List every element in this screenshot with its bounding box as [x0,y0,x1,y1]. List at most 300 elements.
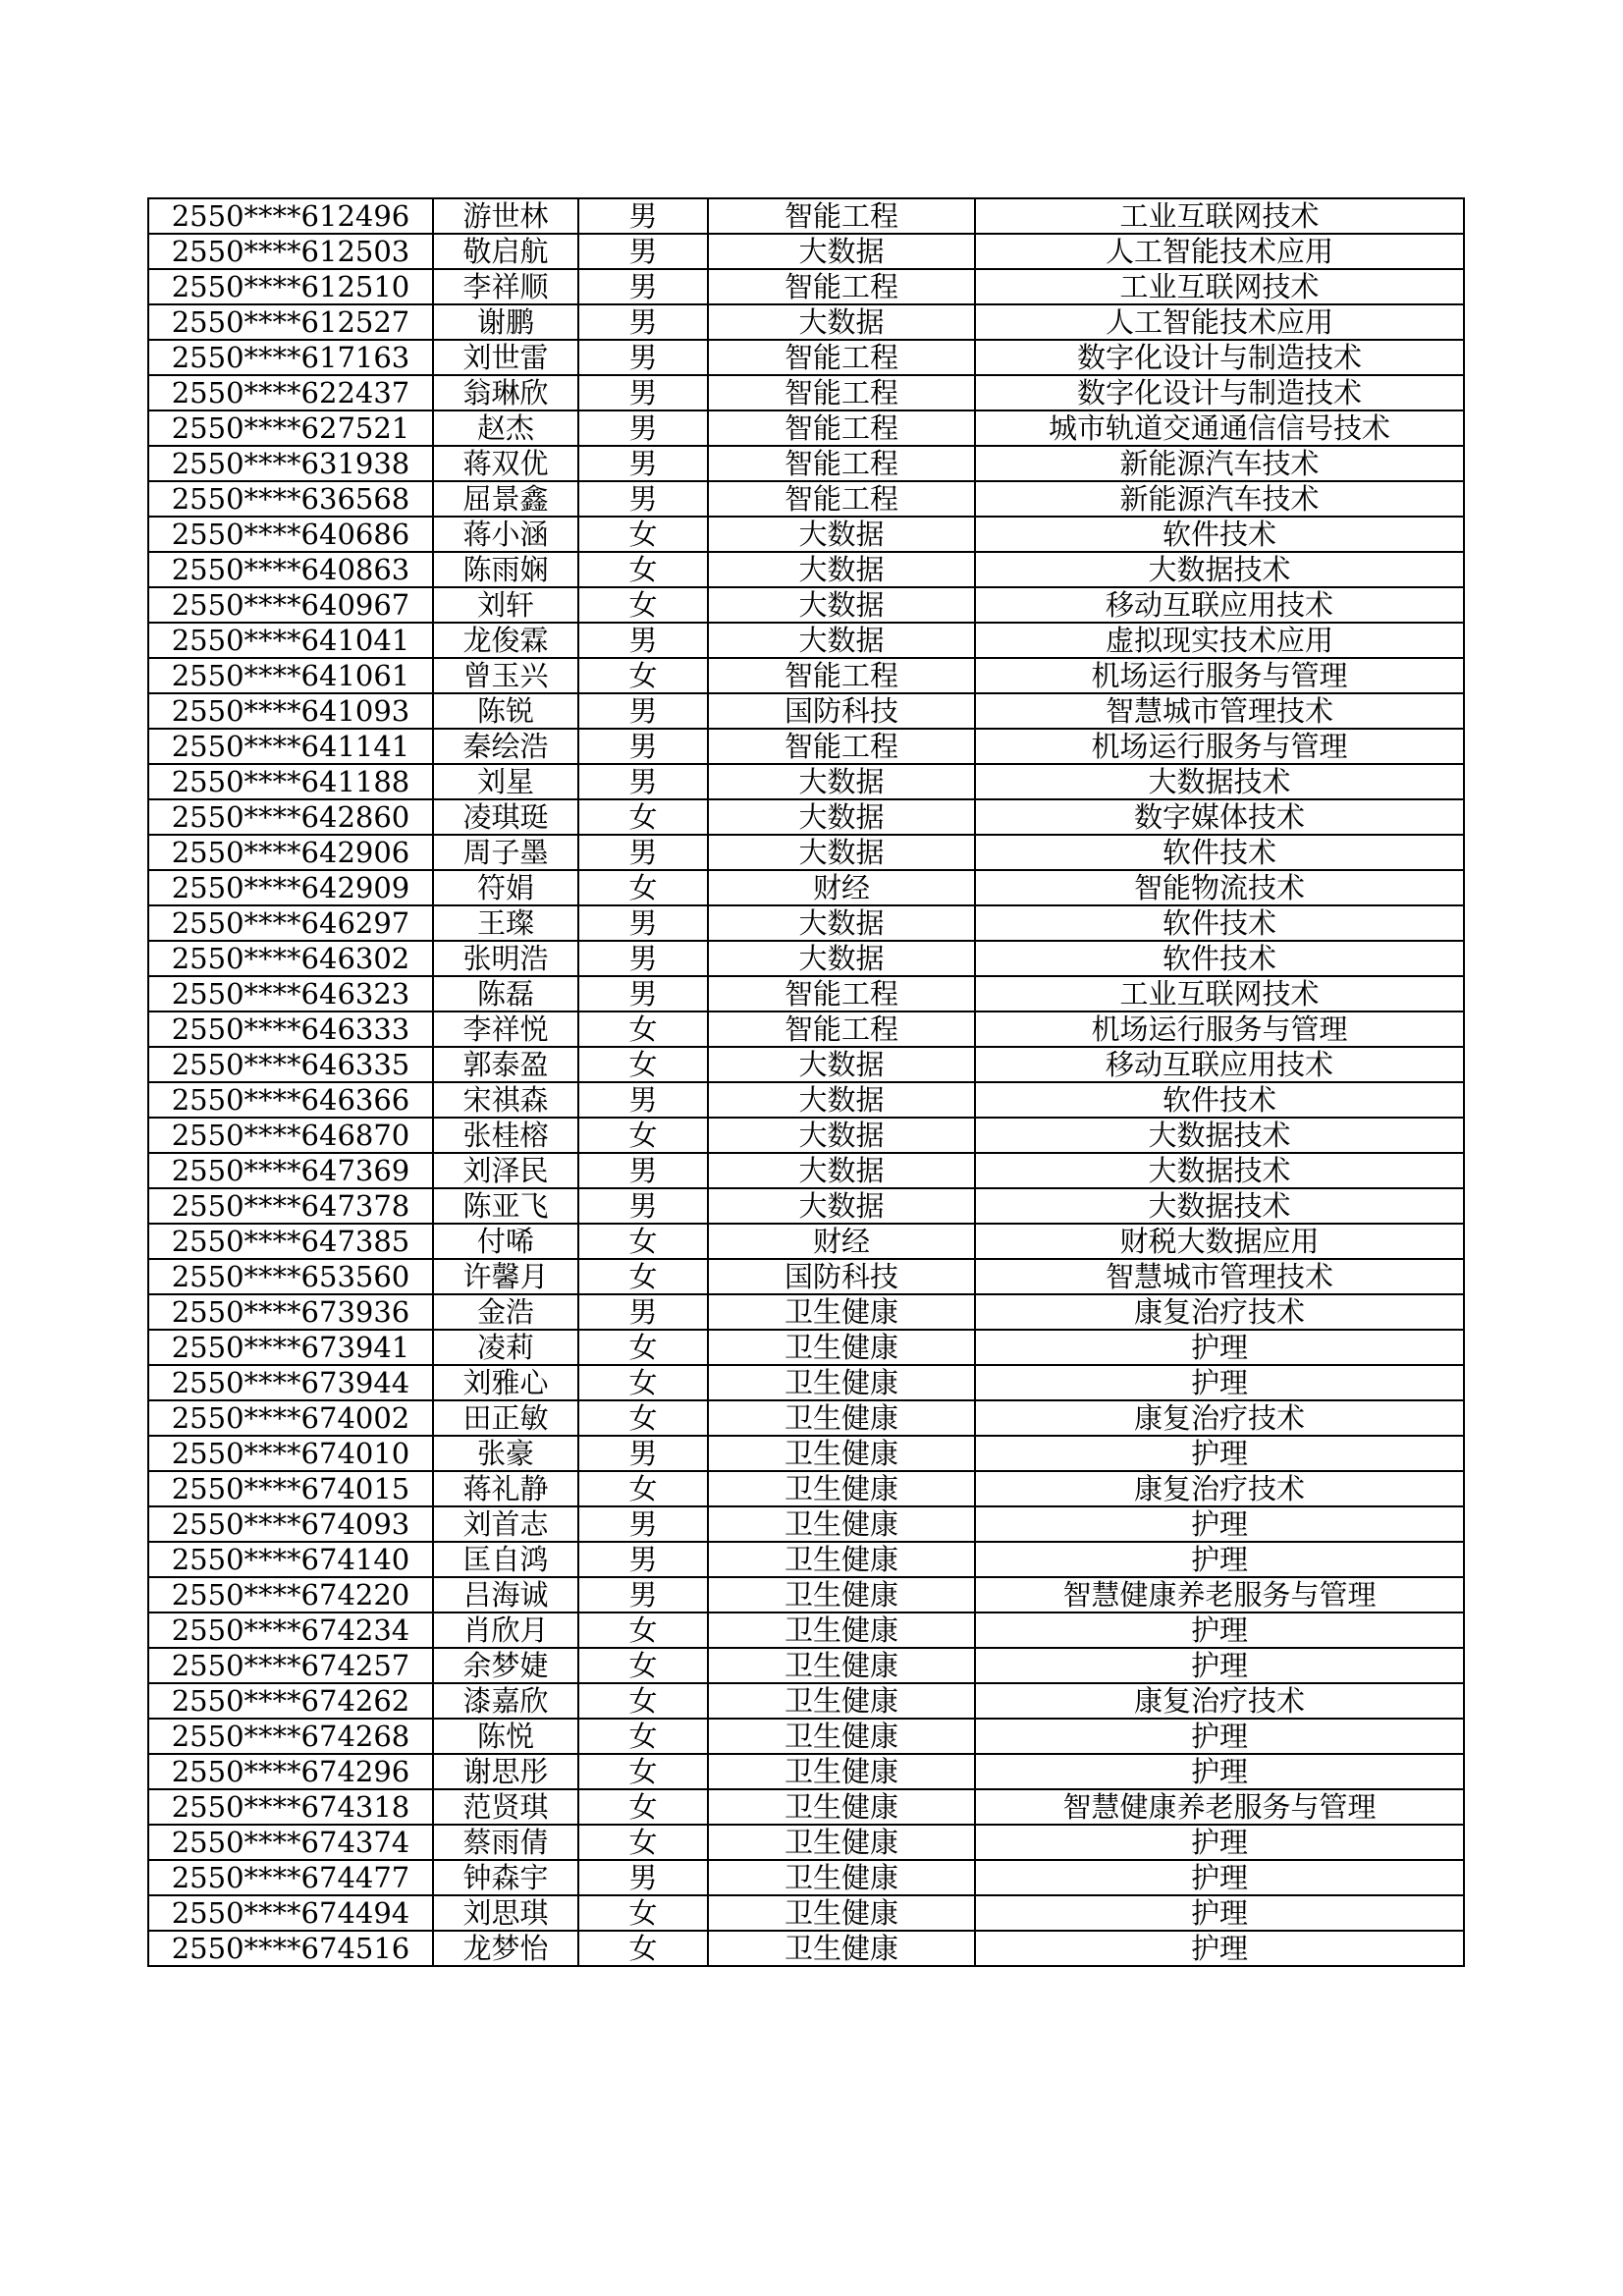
table-row [148,1860,1464,1895]
student-id-cell: 2550****641141 [148,729,433,764]
table-row [148,1224,1464,1259]
college-cell: 卫生健康 [708,1294,975,1330]
student-name-cell: 陈磊 [433,976,578,1011]
gender-cell: 女 [578,1648,708,1683]
student-id-cell: 2550****647378 [148,1188,433,1224]
major-cell: 机场运行服务与管理 [975,658,1464,693]
student-id-cell: 2550****646335 [148,1047,433,1082]
college-cell: 卫生健康 [708,1542,975,1577]
college-cell: 卫生健康 [708,1613,975,1648]
major-cell: 新能源汽车技术 [975,446,1464,481]
student-id-cell: 2550****674268 [148,1719,433,1754]
major-cell: 软件技术 [975,835,1464,870]
gender-cell: 男 [578,1506,708,1542]
student-id-cell: 2550****640863 [148,552,433,587]
table-row [148,1047,1464,1082]
student-id-cell: 2550****674140 [148,1542,433,1577]
major-cell: 智能物流技术 [975,870,1464,905]
student-name-cell: 刘世雷 [433,340,578,375]
gender-cell: 男 [578,410,708,446]
gender-cell: 女 [578,1259,708,1294]
college-cell: 智能工程 [708,340,975,375]
table-row [148,623,1464,658]
student-name-cell: 周子墨 [433,835,578,870]
gender-cell: 女 [578,1330,708,1365]
college-cell: 大数据 [708,304,975,340]
table-row [148,340,1464,375]
table-row [148,870,1464,905]
college-cell: 国防科技 [708,693,975,729]
student-name-cell: 钟森宇 [433,1860,578,1895]
gender-cell: 女 [578,1365,708,1400]
student-id-cell: 2550****640686 [148,517,433,552]
gender-cell: 女 [578,1683,708,1719]
major-cell: 康复治疗技术 [975,1471,1464,1506]
table-row [148,1648,1464,1683]
student-name-cell: 凌莉 [433,1330,578,1365]
student-name-cell: 陈悦 [433,1719,578,1754]
college-cell: 卫生健康 [708,1683,975,1719]
student-id-cell: 2550****674015 [148,1471,433,1506]
student-id-cell: 2550****627521 [148,410,433,446]
gender-cell: 男 [578,729,708,764]
student-id-cell: 2550****642860 [148,799,433,835]
table-row [148,1577,1464,1613]
student-name-cell: 漆嘉欣 [433,1683,578,1719]
student-id-cell: 2550****612510 [148,269,433,304]
major-cell: 护理 [975,1436,1464,1471]
gender-cell: 女 [578,658,708,693]
student-name-cell: 蔡雨倩 [433,1825,578,1860]
college-cell: 卫生健康 [708,1895,975,1931]
table-row [148,410,1464,446]
student-id-cell: 2550****673936 [148,1294,433,1330]
student-id-cell: 2550****617163 [148,340,433,375]
gender-cell: 女 [578,1047,708,1082]
student-id-cell: 2550****674374 [148,1825,433,1860]
table-row [148,446,1464,481]
table-row [148,1895,1464,1931]
major-cell: 数字媒体技术 [975,799,1464,835]
college-cell: 智能工程 [708,658,975,693]
college-cell: 卫生健康 [708,1436,975,1471]
student-id-cell: 2550****647385 [148,1224,433,1259]
college-cell: 智能工程 [708,729,975,764]
college-cell: 智能工程 [708,976,975,1011]
table-row [148,1542,1464,1577]
student-name-cell: 许馨月 [433,1259,578,1294]
college-cell: 大数据 [708,941,975,976]
table-row [148,658,1464,693]
student-id-cell: 2550****646333 [148,1011,433,1047]
major-cell: 智慧城市管理技术 [975,1259,1464,1294]
gender-cell: 女 [578,1719,708,1754]
college-cell: 大数据 [708,835,975,870]
college-cell: 大数据 [708,623,975,658]
student-name-cell: 李祥悦 [433,1011,578,1047]
college-cell: 大数据 [708,552,975,587]
major-cell: 护理 [975,1542,1464,1577]
gender-cell: 男 [578,446,708,481]
college-cell: 卫生健康 [708,1330,975,1365]
table-row [148,941,1464,976]
student-name-cell: 屈景鑫 [433,481,578,517]
college-cell: 卫生健康 [708,1825,975,1860]
college-cell: 卫生健康 [708,1754,975,1789]
college-cell: 智能工程 [708,269,975,304]
table-row [148,1754,1464,1789]
gender-cell: 男 [578,481,708,517]
college-cell: 大数据 [708,799,975,835]
gender-cell: 男 [578,1082,708,1118]
college-cell: 大数据 [708,764,975,799]
major-cell: 工业互联网技术 [975,269,1464,304]
college-cell: 大数据 [708,587,975,623]
student-id-cell: 2550****674093 [148,1506,433,1542]
student-name-cell: 张明浩 [433,941,578,976]
student-name-cell: 刘首志 [433,1506,578,1542]
table-row [148,1436,1464,1471]
major-cell: 大数据技术 [975,1188,1464,1224]
table-body [148,198,1464,1966]
gender-cell: 男 [578,304,708,340]
student-name-cell: 龙梦怡 [433,1931,578,1966]
table-row [148,1188,1464,1224]
student-id-cell: 2550****641061 [148,658,433,693]
table-row [148,1153,1464,1188]
student-table [147,197,1465,1967]
student-id-cell: 2550****674516 [148,1931,433,1966]
table-row [148,587,1464,623]
major-cell: 数字化设计与制造技术 [975,375,1464,410]
student-id-cell: 2550****673941 [148,1330,433,1365]
student-id-cell: 2550****653560 [148,1259,433,1294]
gender-cell: 男 [578,1294,708,1330]
major-cell: 软件技术 [975,517,1464,552]
gender-cell: 男 [578,1153,708,1188]
table-row [148,1082,1464,1118]
college-cell: 智能工程 [708,375,975,410]
college-cell: 卫生健康 [708,1506,975,1542]
major-cell: 人工智能技术应用 [975,234,1464,269]
student-name-cell: 符娟 [433,870,578,905]
student-name-cell: 吕海诚 [433,1577,578,1613]
student-name-cell: 刘泽民 [433,1153,578,1188]
table-row [148,799,1464,835]
table-row [148,1931,1464,1966]
table-row [148,1825,1464,1860]
student-id-cell: 2550****640967 [148,587,433,623]
gender-cell: 男 [578,835,708,870]
student-name-cell: 谢思彤 [433,1754,578,1789]
table-row [148,905,1464,941]
student-id-cell: 2550****674477 [148,1860,433,1895]
major-cell: 智慧城市管理技术 [975,693,1464,729]
table-row [148,234,1464,269]
gender-cell: 女 [578,1011,708,1047]
major-cell: 护理 [975,1330,1464,1365]
gender-cell: 女 [578,587,708,623]
student-name-cell: 秦绘浩 [433,729,578,764]
table-row [148,1400,1464,1436]
college-cell: 卫生健康 [708,1719,975,1754]
student-id-cell: 2550****674234 [148,1613,433,1648]
major-cell: 护理 [975,1719,1464,1754]
gender-cell: 男 [578,941,708,976]
gender-cell: 男 [578,693,708,729]
student-id-cell: 2550****612496 [148,198,433,234]
gender-cell: 男 [578,1188,708,1224]
student-id-cell: 2550****646870 [148,1118,433,1153]
student-name-cell: 刘轩 [433,587,578,623]
gender-cell: 女 [578,1754,708,1789]
gender-cell: 女 [578,1789,708,1825]
student-name-cell: 陈锐 [433,693,578,729]
gender-cell: 女 [578,1400,708,1436]
major-cell: 新能源汽车技术 [975,481,1464,517]
student-id-cell: 2550****641041 [148,623,433,658]
gender-cell: 男 [578,764,708,799]
student-name-cell: 蒋礼静 [433,1471,578,1506]
student-id-cell: 2550****641093 [148,693,433,729]
major-cell: 护理 [975,1365,1464,1400]
table-row [148,1613,1464,1648]
major-cell: 康复治疗技术 [975,1400,1464,1436]
gender-cell: 男 [578,269,708,304]
gender-cell: 男 [578,340,708,375]
student-name-cell: 王璨 [433,905,578,941]
gender-cell: 男 [578,375,708,410]
student-name-cell: 赵杰 [433,410,578,446]
gender-cell: 女 [578,1224,708,1259]
major-cell: 护理 [975,1648,1464,1683]
gender-cell: 男 [578,1542,708,1577]
student-name-cell: 陈雨娴 [433,552,578,587]
college-cell: 智能工程 [708,198,975,234]
student-name-cell: 敬启航 [433,234,578,269]
major-cell: 工业互联网技术 [975,976,1464,1011]
gender-cell: 男 [578,234,708,269]
gender-cell: 女 [578,1825,708,1860]
student-id-cell: 2550****646366 [148,1082,433,1118]
student-id-cell: 2550****622437 [148,375,433,410]
major-cell: 智慧健康养老服务与管理 [975,1789,1464,1825]
student-id-cell: 2550****646323 [148,976,433,1011]
student-name-cell: 蒋双优 [433,446,578,481]
student-name-cell: 张豪 [433,1436,578,1471]
major-cell: 大数据技术 [975,1118,1464,1153]
student-id-cell: 2550****674220 [148,1577,433,1613]
college-cell: 智能工程 [708,410,975,446]
student-id-cell: 2550****646297 [148,905,433,941]
student-name-cell: 刘星 [433,764,578,799]
college-cell: 大数据 [708,517,975,552]
college-cell: 大数据 [708,1153,975,1188]
gender-cell: 男 [578,1436,708,1471]
major-cell: 大数据技术 [975,764,1464,799]
table-row [148,481,1464,517]
college-cell: 卫生健康 [708,1577,975,1613]
college-cell: 卫生健康 [708,1365,975,1400]
student-name-cell: 翁琳欣 [433,375,578,410]
student-name-cell: 刘思琪 [433,1895,578,1931]
major-cell: 康复治疗技术 [975,1683,1464,1719]
major-cell: 护理 [975,1895,1464,1931]
major-cell: 工业互联网技术 [975,198,1464,234]
college-cell: 大数据 [708,234,975,269]
gender-cell: 男 [578,905,708,941]
college-cell: 大数据 [708,1082,975,1118]
major-cell: 智慧健康养老服务与管理 [975,1577,1464,1613]
student-id-cell: 2550****646302 [148,941,433,976]
student-name-cell: 田正敏 [433,1400,578,1436]
student-id-cell: 2550****674318 [148,1789,433,1825]
table-row [148,198,1464,234]
student-id-cell: 2550****641188 [148,764,433,799]
student-name-cell: 付唏 [433,1224,578,1259]
college-cell: 卫生健康 [708,1648,975,1683]
student-name-cell: 龙俊霖 [433,623,578,658]
table-row [148,1506,1464,1542]
student-id-cell: 2550****674494 [148,1895,433,1931]
student-name-cell: 金浩 [433,1294,578,1330]
gender-cell: 男 [578,1860,708,1895]
gender-cell: 女 [578,517,708,552]
major-cell: 护理 [975,1613,1464,1648]
college-cell: 大数据 [708,1188,975,1224]
student-name-cell: 游世林 [433,198,578,234]
student-id-cell: 2550****673944 [148,1365,433,1400]
student-id-cell: 2550****674257 [148,1648,433,1683]
table-row [148,835,1464,870]
table-row [148,1118,1464,1153]
table-row [148,552,1464,587]
college-cell: 大数据 [708,905,975,941]
student-name-cell: 郭泰盈 [433,1047,578,1082]
table-row [148,1471,1464,1506]
major-cell: 软件技术 [975,1082,1464,1118]
student-name-cell: 范贤琪 [433,1789,578,1825]
student-id-cell: 2550****612503 [148,234,433,269]
student-id-cell: 2550****636568 [148,481,433,517]
college-cell: 卫生健康 [708,1471,975,1506]
college-cell: 大数据 [708,1047,975,1082]
major-cell: 护理 [975,1931,1464,1966]
student-name-cell: 肖欣月 [433,1613,578,1648]
student-name-cell: 张桂榕 [433,1118,578,1153]
college-cell: 财经 [708,1224,975,1259]
student-name-cell: 匡自鸿 [433,1542,578,1577]
major-cell: 康复治疗技术 [975,1294,1464,1330]
table-row [148,976,1464,1011]
major-cell: 护理 [975,1860,1464,1895]
gender-cell: 男 [578,623,708,658]
major-cell: 数字化设计与制造技术 [975,340,1464,375]
table-row [148,1011,1464,1047]
table-row [148,1365,1464,1400]
table-row [148,764,1464,799]
college-cell: 卫生健康 [708,1789,975,1825]
table-row [148,269,1464,304]
major-cell: 护理 [975,1506,1464,1542]
major-cell: 人工智能技术应用 [975,304,1464,340]
college-cell: 智能工程 [708,481,975,517]
major-cell: 财税大数据应用 [975,1224,1464,1259]
major-cell: 虚拟现实技术应用 [975,623,1464,658]
student-id-cell: 2550****674002 [148,1400,433,1436]
gender-cell: 男 [578,976,708,1011]
major-cell: 机场运行服务与管理 [975,1011,1464,1047]
student-id-cell: 2550****631938 [148,446,433,481]
student-id-cell: 2550****642909 [148,870,433,905]
major-cell: 城市轨道交通通信信号技术 [975,410,1464,446]
table-row [148,1259,1464,1294]
gender-cell: 女 [578,1118,708,1153]
student-name-cell: 李祥顺 [433,269,578,304]
major-cell: 移动互联应用技术 [975,587,1464,623]
college-cell: 智能工程 [708,1011,975,1047]
student-id-cell: 2550****674262 [148,1683,433,1719]
college-cell: 国防科技 [708,1259,975,1294]
gender-cell: 男 [578,198,708,234]
major-cell: 护理 [975,1754,1464,1789]
college-cell: 卫生健康 [708,1400,975,1436]
student-name-cell: 谢鹏 [433,304,578,340]
student-name-cell: 陈亚飞 [433,1188,578,1224]
student-name-cell: 蒋小涵 [433,517,578,552]
student-id-cell: 2550****647369 [148,1153,433,1188]
table-row [148,304,1464,340]
table-row [148,693,1464,729]
student-id-cell: 2550****642906 [148,835,433,870]
table-row [148,1683,1464,1719]
student-name-cell: 凌琪珽 [433,799,578,835]
gender-cell: 女 [578,870,708,905]
student-id-cell: 2550****612527 [148,304,433,340]
gender-cell: 女 [578,1613,708,1648]
college-cell: 卫生健康 [708,1931,975,1966]
student-name-cell: 曾玉兴 [433,658,578,693]
major-cell: 软件技术 [975,905,1464,941]
gender-cell: 女 [578,1895,708,1931]
college-cell: 卫生健康 [708,1860,975,1895]
student-name-cell: 余梦婕 [433,1648,578,1683]
table-row [148,1719,1464,1754]
table-row [148,1789,1464,1825]
student-name-cell: 宋祺森 [433,1082,578,1118]
gender-cell: 女 [578,552,708,587]
major-cell: 移动互联应用技术 [975,1047,1464,1082]
major-cell: 软件技术 [975,941,1464,976]
major-cell: 机场运行服务与管理 [975,729,1464,764]
student-id-cell: 2550****674296 [148,1754,433,1789]
table-row [148,375,1464,410]
college-cell: 财经 [708,870,975,905]
table-row [148,517,1464,552]
college-cell: 智能工程 [708,446,975,481]
major-cell: 护理 [975,1825,1464,1860]
major-cell: 大数据技术 [975,1153,1464,1188]
major-cell: 大数据技术 [975,552,1464,587]
table-row [148,1294,1464,1330]
gender-cell: 女 [578,1471,708,1506]
student-name-cell: 刘雅心 [433,1365,578,1400]
college-cell: 大数据 [708,1118,975,1153]
gender-cell: 女 [578,799,708,835]
table-row [148,1330,1464,1365]
table-row [148,729,1464,764]
gender-cell: 女 [578,1931,708,1966]
